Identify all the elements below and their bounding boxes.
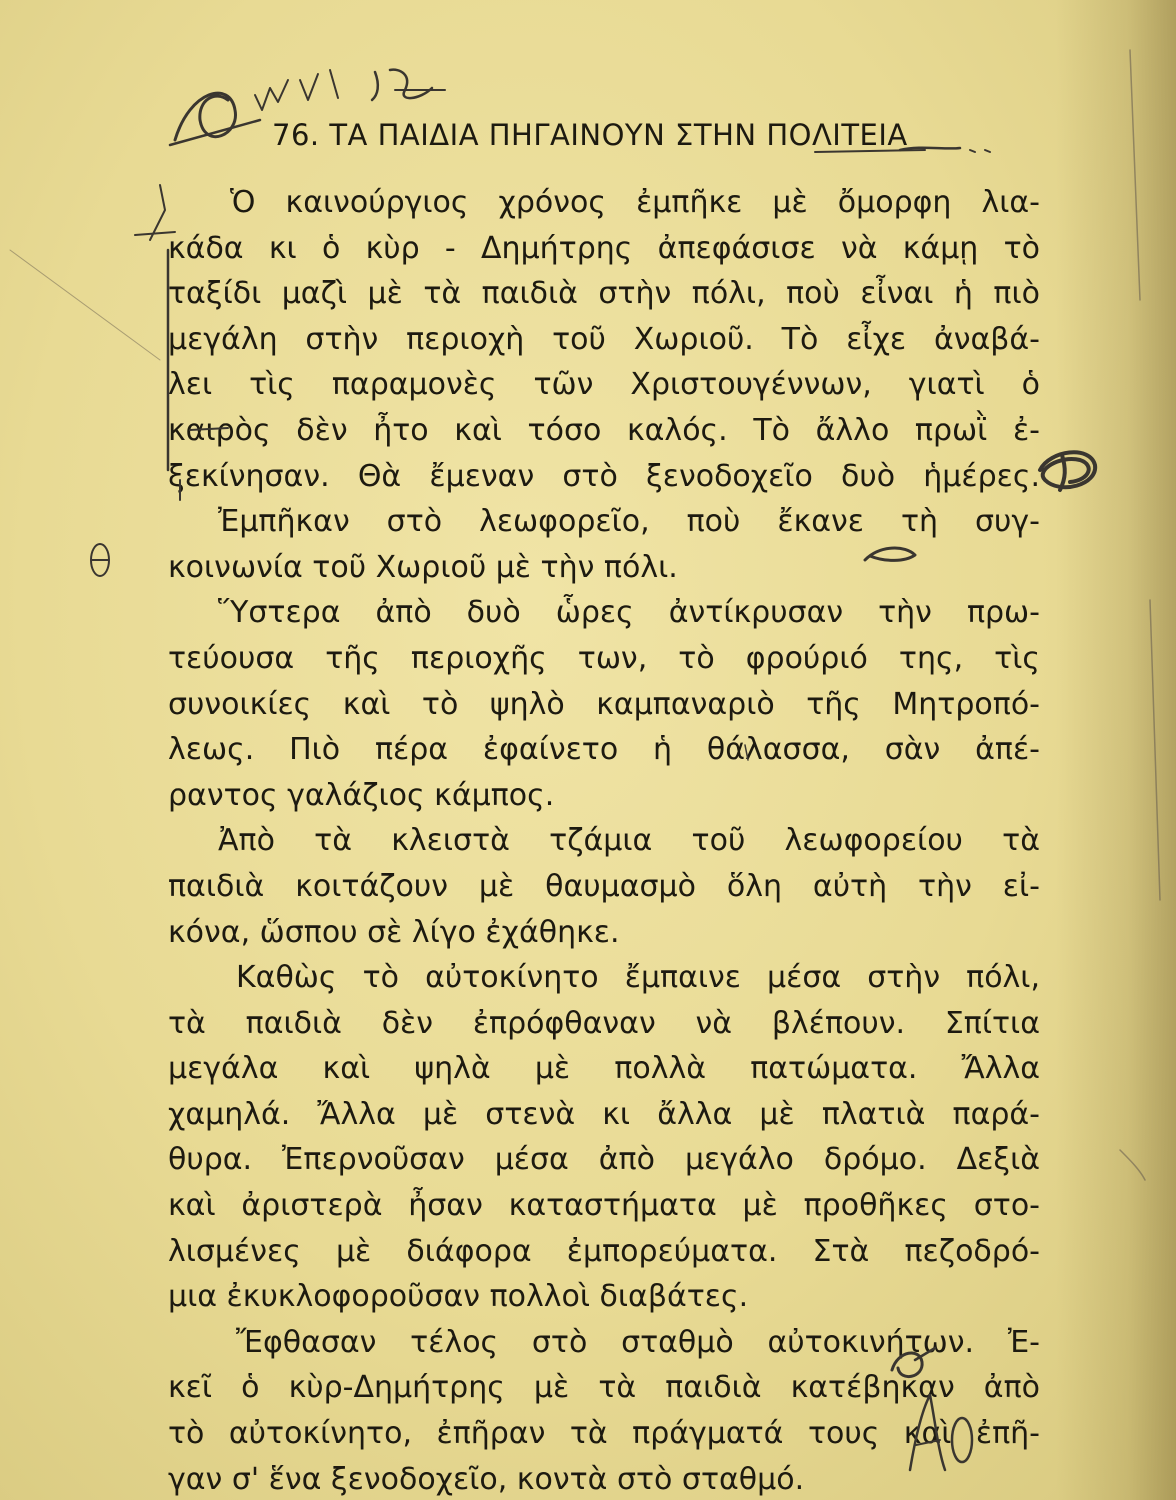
text-line: Καθὼς τὸ αὐτοκίνητο ἔμπαινε μέσα στὴν πόλι, — [236, 960, 1040, 996]
paragraph — [168, 180, 1040, 499]
text-line: συνοικίες καὶ τὸ ψηλὸ καμπαναριὸ τῆς Μητροπό- — [168, 686, 1040, 722]
text-line: Ὕστερα ἀπὸ δυὸ ὧρες ἀντίκρυσαν τὴν πρω- — [218, 595, 1040, 631]
text-line: λεως. Πιὸ πέρα ἐφαίνετο ἡ θάλασσα, σὰν ἀπέ- — [168, 732, 1040, 768]
paragraph — [168, 1320, 1040, 1500]
paragraph — [168, 499, 1040, 590]
text-line: τὰ παιδιὰ δὲν ἐπρόφθαναν νὰ βλέπουν. Σπίτια — [168, 1005, 1040, 1041]
text-line: Ἐμπῆκαν στὸ λεωφορεῖο, ποὺ ἔκανε τὴ συγ- — [218, 504, 1040, 540]
text-line: Ἔφθασαν τέλος στὸ σταθμὸ αὐτοκινήτων. Ἐ- — [236, 1324, 1040, 1360]
text-line: Ὁ καινούργιος χρόνος ἐμπῆκε μὲ ὄμορφη λια- — [230, 185, 1040, 220]
paragraph — [168, 955, 1040, 1320]
text-line: τεύουσα τῆς περιοχῆς των, τὸ φρούριό της, τὶς — [168, 640, 1040, 676]
text-line: τὸ αὐτοκίνητο, ἐπῆραν τὰ πράγματά τους καὶ ἐπῆ- — [168, 1416, 1040, 1452]
text-line: ραντος γαλάζιος κάμπος. — [168, 777, 555, 813]
paragraph — [168, 590, 1040, 818]
text-line: ταξίδι μαζὶ μὲ τὰ παιδιὰ στὴν πόλι, ποὺ εἶναι ἡ πιὸ — [168, 276, 1040, 312]
text-line: καιρὸς δὲν ἦτο καὶ τόσο καλός. Τὸ ἄλλο πρωῒ ἐ- — [168, 412, 1040, 448]
text-line: ξεκίνησαν. Θὰ ἔμεναν στὸ ξενοδοχεῖο δυὸ ἡμέρες. — [168, 458, 1040, 494]
text-line: θυρα. Ἐπερνοῦσαν μέσα ἀπὸ μεγάλο δρόμο. Δεξιὰ — [168, 1142, 1040, 1178]
text-line: μεγάλα καὶ ψηλὰ μὲ πολλὰ πατώματα. Ἄλλα — [168, 1051, 1040, 1087]
text-line: κάδα κι ὁ κὺρ - Δημήτρης ἀπεφάσισε νὰ κάμῃ τὸ — [168, 230, 1040, 266]
page-edge-shadow — [1056, 0, 1176, 1500]
chapter-title: 76. ΤΑ ΠΑΙΔΙΑ ΠΗΓΑΙΝΟΥΝ ΣΤΗΝ ΠΟΛΙΤΕΙΑ — [272, 118, 908, 152]
text-line: καὶ ἀριστερὰ ἦσαν καταστήματα μὲ προθῆκες στο- — [168, 1188, 1040, 1224]
text-line: μια ἐκυκλοφοροῦσαν πολλοὶ διαβάτες. — [168, 1279, 749, 1315]
paragraph — [168, 818, 1040, 955]
text-line: κεῖ ὁ κὺρ-Δημήτρης μὲ τὰ παιδιὰ κατέβηκαν ἀπὸ — [168, 1370, 1040, 1406]
text-line: Ἀπὸ τὰ κλειστὰ τζάμια τοῦ λεωφορείου τὰ — [218, 823, 1040, 859]
text-line: γαν σ' ἕνα ξενοδοχεῖο, κοντὰ στὸ σταθμό. — [168, 1461, 805, 1497]
text-line: χαμηλά. Ἄλλα μὲ στενὰ κι ἄλλα μὲ πλατιὰ παρά- — [168, 1096, 1040, 1132]
text-line: παιδιὰ κοιτάζουν μὲ θαυμασμὸ ὅλη αὐτὴ τὴν εἰ- — [168, 868, 1040, 904]
text-line: λει τὶς παραμονὲς τῶν Χριστουγέννων, γιατὶ ὁ — [168, 367, 1040, 403]
text-line: μεγάλη στὴν περιοχὴ τοῦ Χωριοῦ. Τὸ εἶχε ἀναβά- — [168, 321, 1040, 357]
text-line: κοινωνία τοῦ Χωριοῦ μὲ τὴν πόλι. — [168, 549, 678, 585]
text-line: κόνα, ὥσπου σὲ λίγο ἐχάθηκε. — [168, 914, 620, 950]
chapter-body — [168, 180, 1040, 1500]
text-line: λισμένες μὲ διάφορα ἐμπορεύματα. Στὰ πεζοδρό- — [168, 1233, 1040, 1269]
pencil-scribble — [175, 93, 235, 140]
